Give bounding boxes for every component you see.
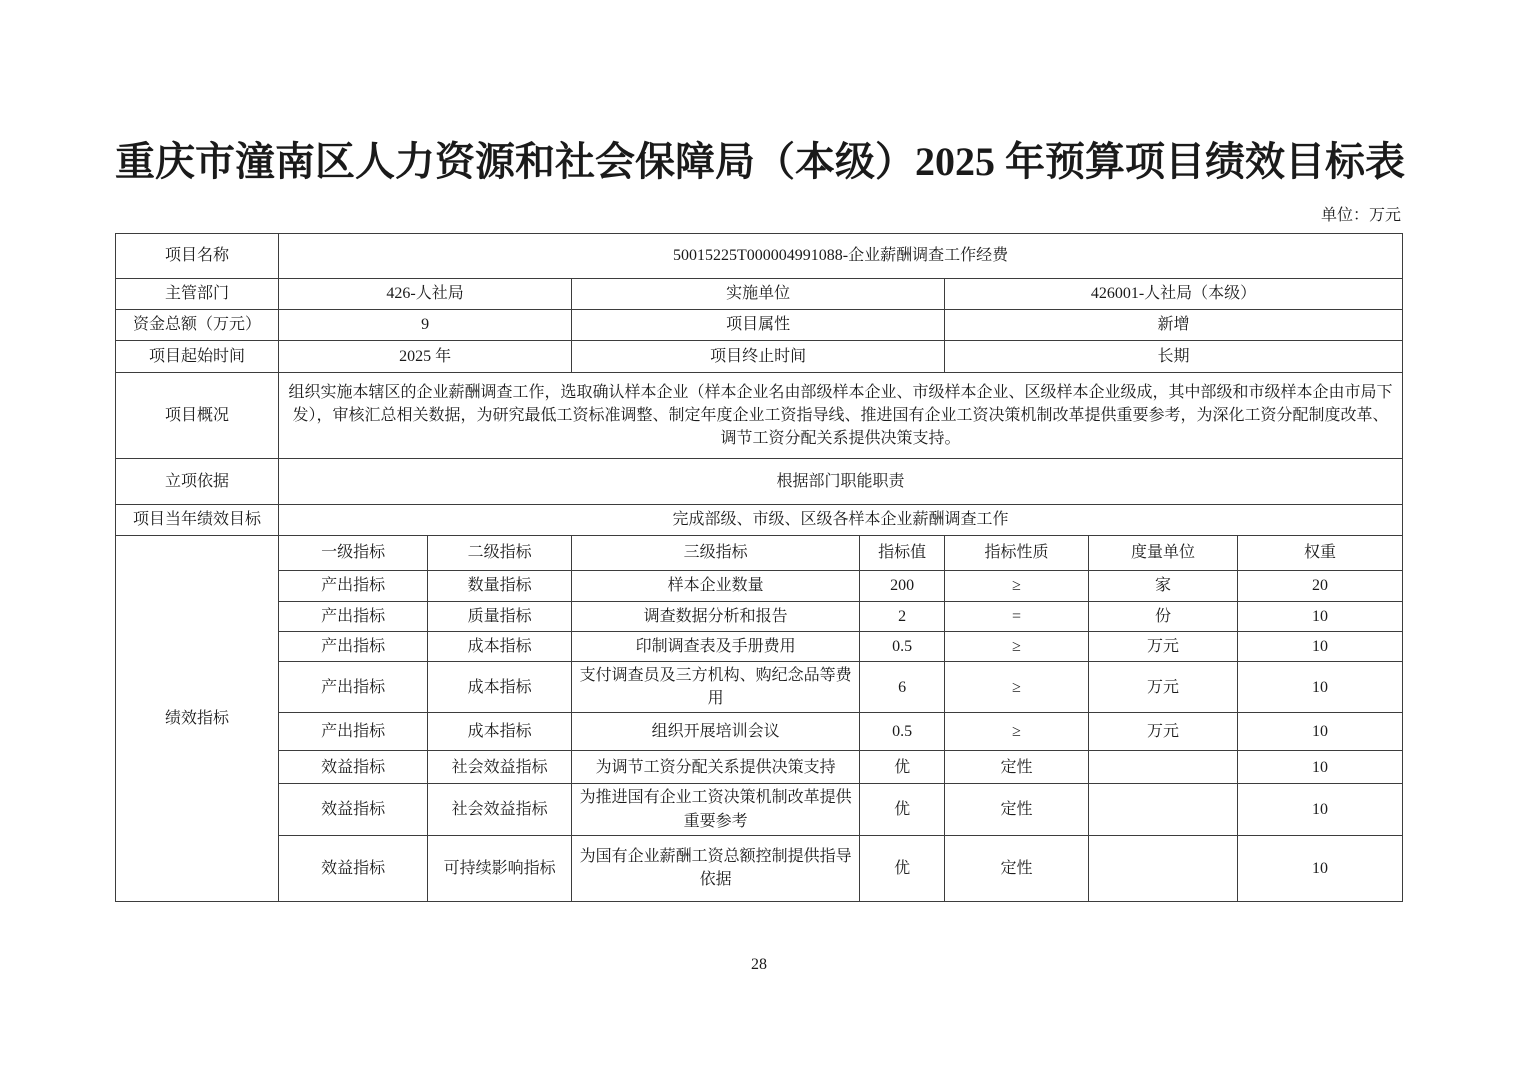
indicator-weight: 20 (1238, 571, 1403, 602)
attr-label: 项目属性 (572, 310, 945, 341)
goal-label: 项目当年绩效目标 (116, 505, 279, 536)
header-level1: 一级指标 (279, 536, 428, 571)
indicator-weight: 10 (1238, 784, 1403, 835)
indicator-unit: 家 (1089, 571, 1238, 602)
indicator-level2: 数量指标 (428, 571, 572, 602)
page-number: 28 (751, 955, 767, 973)
basis-value: 根据部门职能职责 (279, 459, 1403, 505)
indicator-level3: 调查数据分析和报告 (572, 602, 860, 632)
indicator-row (116, 751, 1403, 784)
indicator-level2: 社会效益指标 (428, 784, 572, 835)
indicator-level3: 样本企业数量 (572, 571, 860, 602)
indicator-value: 0.5 (860, 713, 945, 751)
indicator-weight: 10 (1238, 662, 1403, 713)
document-content (115, 0, 1403, 974)
row-goal (116, 505, 1403, 536)
end-label: 项目终止时间 (572, 341, 945, 373)
total-value: 9 (279, 310, 572, 341)
attr-value: 新增 (945, 310, 1403, 341)
dept-label: 主管部门 (116, 279, 279, 310)
indicator-level2: 质量指标 (428, 602, 572, 632)
header-level2: 二级指标 (428, 536, 572, 571)
project-name-label: 项目名称 (116, 234, 279, 279)
indicator-level1: 产出指标 (279, 713, 428, 751)
row-dept (116, 279, 1403, 310)
indicator-value: 优 (860, 751, 945, 784)
indicator-level3: 为推进国有企业工资决策机制改革提供重要参考 (572, 784, 860, 835)
dept-value: 426-人社局 (279, 279, 572, 310)
indicator-level1: 效益指标 (279, 835, 428, 901)
indicator-level1: 效益指标 (279, 751, 428, 784)
indicator-nature: 定性 (945, 751, 1089, 784)
indicator-level2: 社会效益指标 (428, 751, 572, 784)
indicator-level3: 支付调查员及三方机构、购纪念品等费用 (572, 662, 860, 713)
indicator-nature: 定性 (945, 784, 1089, 835)
indicator-value: 200 (860, 571, 945, 602)
overview-value: 组织实施本辖区的企业薪酬调查工作，选取确认样本企业（样本企业名由部级样本企业、市级样本企业、区级样本企业级成，其中部级和市级样本企由市局下发），审核汇总相关数据，为研究最低工资标准调整、制定年度企业工资指导线、推进国有企业工资决策机制改革提供重要参考，为深化工资分配制度改革、调节工资分配关系提供决策支持。 (279, 373, 1403, 459)
indicator-unit (1089, 784, 1238, 835)
header-level3: 三级指标 (572, 536, 860, 571)
indicator-nature: ≥ (945, 632, 1089, 662)
indicator-level1: 产出指标 (279, 632, 428, 662)
indicator-row (116, 662, 1403, 713)
indicator-level2: 成本指标 (428, 662, 572, 713)
indicator-nature: = (945, 602, 1089, 632)
indicator-level3: 印制调查表及手册费用 (572, 632, 860, 662)
row-total (116, 310, 1403, 341)
budget-performance-table (115, 233, 1403, 902)
total-label: 资金总额（万元） (116, 310, 279, 341)
row-project-name (116, 234, 1403, 279)
header-unit: 度量单位 (1089, 536, 1238, 571)
indicator-weight: 10 (1238, 751, 1403, 784)
end-value: 长期 (945, 341, 1403, 373)
indicator-level3: 为国有企业薪酬工资总额控制提供指导依据 (572, 835, 860, 901)
indicator-unit: 万元 (1089, 713, 1238, 751)
header-nature: 指标性质 (945, 536, 1089, 571)
indicator-level1: 产出指标 (279, 662, 428, 713)
indicator-header-row (116, 536, 1403, 571)
row-overview (116, 373, 1403, 459)
indicator-row (116, 571, 1403, 602)
indicator-level1: 产出指标 (279, 602, 428, 632)
indicator-unit: 份 (1089, 602, 1238, 632)
indicator-weight: 10 (1238, 602, 1403, 632)
indicator-level3: 为调节工资分配关系提供决策支持 (572, 751, 860, 784)
page-title: 重庆市潼南区人力资源和社会保障局（本级）2025 年预算项目绩效目标表 (115, 139, 1405, 184)
indicator-row (116, 835, 1403, 901)
indicator-nature: ≥ (945, 571, 1089, 602)
indicator-value: 0.5 (860, 632, 945, 662)
indicator-unit: 万元 (1089, 632, 1238, 662)
indicator-level2: 可持续影响指标 (428, 835, 572, 901)
indicator-unit: 万元 (1089, 662, 1238, 713)
indicator-level1: 产出指标 (279, 571, 428, 602)
unit-note: 单位：万元 (1320, 207, 1401, 224)
indicator-nature: ≥ (945, 713, 1089, 751)
indicator-row (116, 784, 1403, 835)
indicator-level2: 成本指标 (428, 632, 572, 662)
indicator-value: 优 (860, 784, 945, 835)
header-value: 指标值 (860, 536, 945, 571)
indicator-row (116, 602, 1403, 632)
project-name-value: 50015225T000004991088-企业薪酬调查工作经费 (279, 234, 1403, 279)
indicator-nature: 定性 (945, 835, 1089, 901)
row-dates (116, 341, 1403, 373)
indicator-value: 2 (860, 602, 945, 632)
indicator-nature: ≥ (945, 662, 1089, 713)
indicator-value: 优 (860, 835, 945, 901)
overview-label: 项目概况 (116, 373, 279, 459)
indicator-row (116, 632, 1403, 662)
indicator-weight: 10 (1238, 632, 1403, 662)
impl-value: 426001-人社局（本级） (945, 279, 1403, 310)
indicator-level2: 成本指标 (428, 713, 572, 751)
goal-value: 完成部级、市级、区级各样本企业薪酬调查工作 (279, 505, 1403, 536)
start-value: 2025 年 (279, 341, 572, 373)
start-label: 项目起始时间 (116, 341, 279, 373)
indicator-weight: 10 (1238, 713, 1403, 751)
indicator-value: 6 (860, 662, 945, 713)
header-weight: 权重 (1238, 536, 1403, 571)
indicator-weight: 10 (1238, 835, 1403, 901)
row-basis (116, 459, 1403, 505)
indicator-level1: 效益指标 (279, 784, 428, 835)
indicator-unit (1089, 751, 1238, 784)
indicator-section-label: 绩效指标 (116, 536, 279, 902)
indicator-level3: 组织开展培训会议 (572, 713, 860, 751)
impl-label: 实施单位 (572, 279, 945, 310)
indicator-unit (1089, 835, 1238, 901)
basis-label: 立项依据 (116, 459, 279, 505)
indicator-row (116, 713, 1403, 751)
